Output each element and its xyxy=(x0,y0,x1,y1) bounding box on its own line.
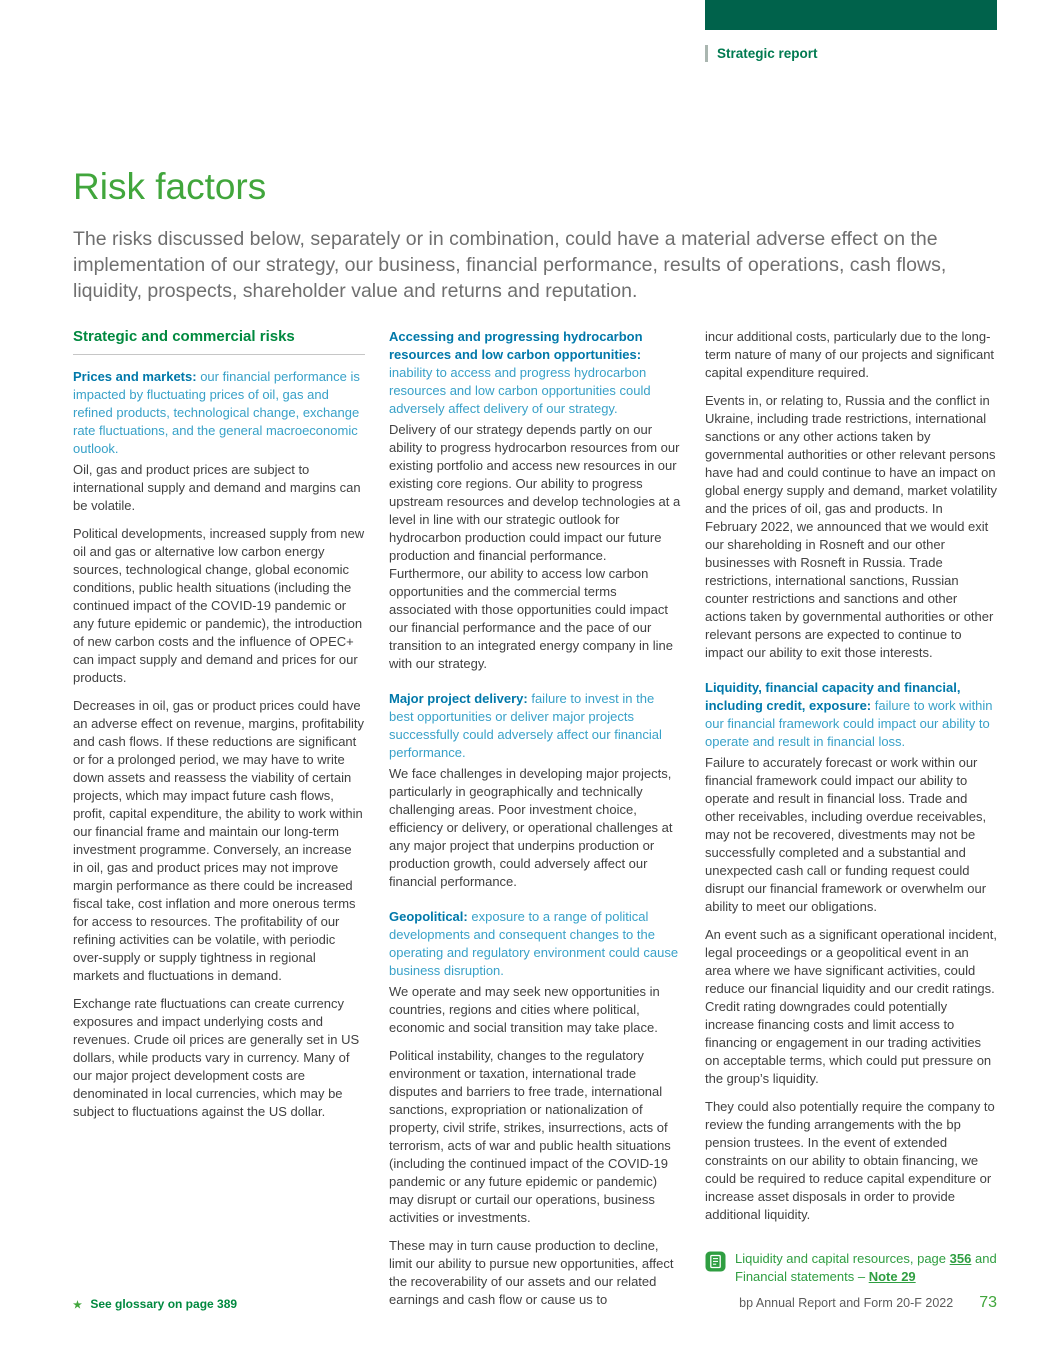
page-ref-link[interactable]: 356 xyxy=(949,1251,972,1266)
glossary-text: See glossary on page 389 xyxy=(90,1297,238,1311)
risk-heading xyxy=(705,679,997,751)
crossref-link[interactable] xyxy=(705,1250,997,1286)
risk-paragraph: They could also potentially require the company to review the funding arrangements with the bp pension trustees. In the event of extended constraints on our ability to obtain financing, we could be required to reduce capital expenditure or increase asset disposals in order to provide additional liquidity. xyxy=(705,1099,995,1222)
risk-paragraph: We operate and may seek new opportunities in countries, regions and cities where political, economic and social transition may take place. xyxy=(389,984,660,1035)
section-label-text: Strategic report xyxy=(717,46,818,61)
content-columns xyxy=(73,328,997,1309)
risk-paragraph: We face challenges in developing major projects, particularly in geographically and technically challenging areas. Poor investment choice, efficiency or delivery, or operational challenges at any major project that underpins production or production growth, could adversely affect our financial performance. xyxy=(389,766,673,889)
report-name: bp Annual Report and Form 20-F 2022 xyxy=(739,1296,954,1310)
crossref-text xyxy=(735,1250,997,1286)
continuation-paragraph: incur additional costs, particularly due to the long-term nature of many of our projects and significant capital expenditure required. xyxy=(705,329,995,380)
risk-title: Geopolitical: xyxy=(389,909,468,924)
risk-title: Prices and markets: xyxy=(73,369,197,384)
continuation-paragraph: Events in, or relating to, Russia and the conflict in Ukraine, including trade restrictions, international sanctions or any other actions taken by governmental authorities or other relevant persons have had and could continue to have an impact on global energy supply and demand, market volatility and the prices of oil, gas and products. In February 2022, we announced that we would exit our shareholding in Rosneft and our other businesses with Rosneft in Russia. Trade restrictions, international sanctions, Russian counter restrictions and sanctions and other actions taken by governmental authorities or other relevant persons are expected to continue to impact our ability to exit those interests. xyxy=(705,393,997,660)
section-color-bar xyxy=(705,0,997,30)
column-3 xyxy=(705,328,997,1309)
risk-item-accessing-resources xyxy=(389,328,681,673)
risk-paragraph: Failure to accurately forecast or work within our financial framework could impact our ability to operate and result in financial loss. Trade and other receivables, including overdue receivables, may not be recovered, divestments may not be successfully completed and a substantial and unexpected cash call or funding request could disrupt our financial framework or overwhelm our ability to meet our obligations. xyxy=(705,755,987,914)
risk-lead: failure to invest in the best opportunities or deliver major projects successfully could adversely affect our financial performance. xyxy=(389,691,662,760)
risk-item-geopolitical xyxy=(389,908,681,1309)
risk-lead: failure to work within our financial framework could impact our ability to operate and result in financial loss. xyxy=(705,698,993,749)
risk-paragraph: Political developments, increased supply from new oil and gas or alternative low carbon energy sources, technological change, global economic conditions, public health situations (including the continued impact of the COVID-19 pandemic or any future epidemic or pandemic), the introduction of new carbon costs and the influence of OPEC+ can impact supply and demand and prices for our products. xyxy=(73,526,365,685)
page-number: 73 xyxy=(979,1294,997,1311)
risk-title: Liquidity, financial capacity and financial, including credit, exposure: xyxy=(705,680,961,713)
star-icon: ★ xyxy=(73,1300,82,1311)
risk-heading xyxy=(389,690,681,762)
crossref-middle: and Financial statements – xyxy=(735,1251,997,1284)
risk-paragraph: Oil, gas and product prices are subject to international supply and demand and margins can be volatile. xyxy=(73,462,361,513)
section-heading: Strategic and commercial risks xyxy=(73,328,365,355)
intro-paragraph: The risks discussed below, separately or in combination, could have a material adverse effect on the implementation of our strategy, our business, financial performance, results of operations, cash flows, liquidity, prospects, shareholder value and returns and reputation. xyxy=(73,228,947,302)
column-2 xyxy=(389,328,681,1309)
risk-item-liquidity-financial-capacity xyxy=(705,679,997,1224)
risk-item-major-project-delivery xyxy=(389,690,681,891)
glossary-note[interactable] xyxy=(73,1297,237,1311)
risk-title: Major project delivery: xyxy=(389,691,528,706)
risk-paragraph: These may in turn cause production to decline, limit our ability to pursue new opportunities, affect the recoverability of our assets and our related earnings and cash flow or cause us to xyxy=(389,1238,674,1307)
risk-item-prices-and-markets xyxy=(73,368,365,1121)
document-icon xyxy=(705,1251,726,1272)
page-title: Risk factors xyxy=(73,166,267,207)
risk-paragraph: Decreases in oil, gas or product prices could have an adverse effect on revenue, margins, profitability and cash flows. If these reductions are significant or for a prolonged period, we may have to write down assets and reassess the viability of certain projects, which may impact future cash flows, profit, capital expenditure, the ability to work within our financial frame and maintain our long-term investment programme. Conversely, an increase in oil, gas and product prices may not improve margin performance as there could be increased fiscal take, cost inflation and more onerous terms for access to resources. The profitability of our refining activities can be volatile, with periodic over-supply or supply tightness in regional markets and fluctuations in demand. xyxy=(73,698,364,983)
risk-paragraph: Exchange rate fluctuations can create currency exposures and impact underlying costs and revenues. Crude oil prices are generally set in US dollars, while products vary in currency. Many of our major project development costs are denominated in local currencies, which may be subject to fluctuations against the US dollar. xyxy=(73,996,360,1119)
risk-title: Accessing and progressing hydrocarbon resources and low carbon opportunities: xyxy=(389,329,643,362)
risk-lead: inability to access and progress hydrocarbon resources and low carbon opportunities could adversely affect delivery of our strategy. xyxy=(389,365,651,416)
risk-heading xyxy=(73,368,365,458)
note-ref-link[interactable]: Note 29 xyxy=(868,1269,916,1284)
column-1 xyxy=(73,328,365,1309)
footer-right xyxy=(739,1294,997,1312)
crossref-before: Liquidity and capital resources, page xyxy=(735,1251,947,1266)
risk-paragraph: An event such as a significant operational incident, legal proceedings or a geopolitical event in an area where we have significant activities, could reduce our financial liquidity and our credit ratings. Credit rating downgrades could potentially increase financing costs and limit access to financing or engagement in our trading activities on acceptable terms, which could put pressure on the group’s liquidity. xyxy=(705,927,997,1086)
risk-heading xyxy=(389,908,681,980)
risk-paragraph: Delivery of our strategy depends partly on our ability to progress hydrocarbon resources from our existing portfolio and access new resources in our existing core regions. Our ability to progress upstream resources and develop technologies at a level in line with our strategic outlook for hydrocarbon production could impact our future production and financial performance. Furthermore, our ability to access low carbon opportunities and the commercial terms associated with those opportunities could impact our financial performance and the pace of our transition to an integrated energy company in line with our strategy. xyxy=(389,422,681,671)
risk-heading xyxy=(389,328,681,418)
risk-paragraph: Political instability, changes to the regulatory environment or taxation, international trade disputes and barriers to free trade, international sanctions, expropriation or nationalization of property, civil strife, strikes, insurrections, acts of terrorism, acts of war and public health situations (including the continued impact of the COVID-19 pandemic or any future epidemic or pandemic) may disrupt or curtail our operations, business activities or investments. xyxy=(389,1048,671,1225)
section-label xyxy=(705,45,818,62)
risk-lead: our financial performance is impacted by fluctuating prices of oil, gas and refined products, technological change, exchange rate fluctuations, and the general macroeconomic outlook. xyxy=(73,369,360,456)
risk-lead: exposure to a range of political developments and consequent changes to the operating and regulatory environment could cause business disruption. xyxy=(389,909,679,978)
